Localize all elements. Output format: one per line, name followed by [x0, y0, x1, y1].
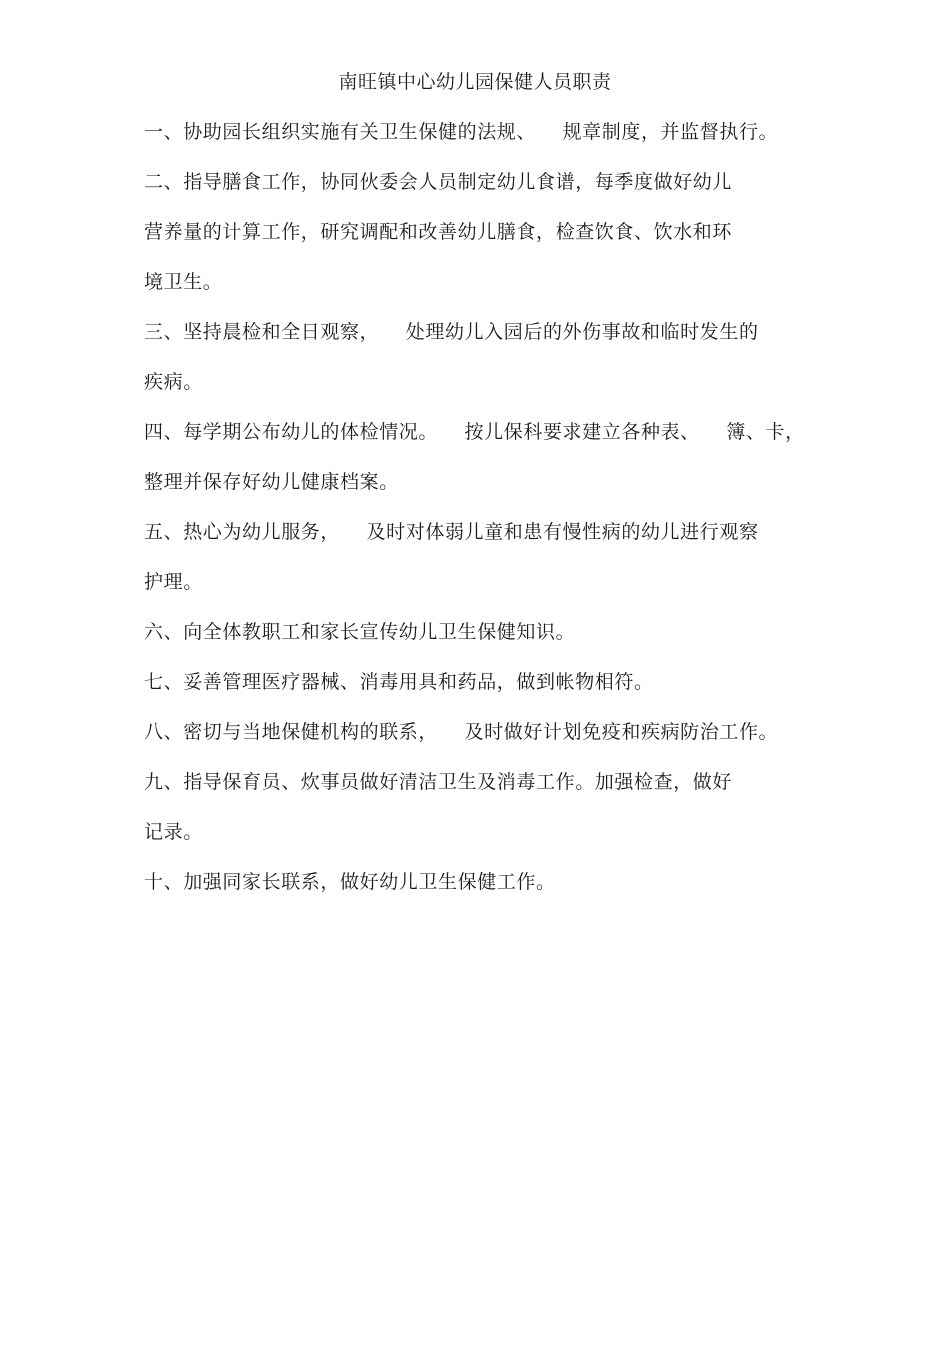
duty-line-8: 八、密切与当地保健机构的联系， 及时做好计划免疫和疾病防治工作。	[144, 721, 779, 743]
duty-line-3-cont: 疾病。	[144, 371, 203, 393]
duty-line-2-cont: 境卫生。	[144, 271, 223, 293]
duty-line-2-cont: 营养量的计算工作，研究调配和改善幼儿膳食，检查饮食、饮水和环	[144, 221, 733, 243]
duty-line-5: 五、热心为幼儿服务， 及时对体弱儿童和患有慢性病的幼儿进行观察	[144, 521, 759, 543]
duty-line-4: 四、每学期公布幼儿的体检情况。 按儿保科要求建立各种表、 簿、卡，	[144, 421, 805, 443]
duty-line-10: 十、加强同家长联系，做好幼儿卫生保健工作。	[144, 871, 556, 893]
duty-line-9-cont: 记录。	[144, 821, 203, 843]
duty-line-4-cont: 整理并保存好幼儿健康档案。	[144, 471, 399, 493]
duty-line-5-cont: 护理。	[144, 571, 203, 593]
duty-line-2: 二、指导膳食工作，协同伙委会人员制定幼儿食谱，每季度做好幼儿	[144, 171, 733, 193]
duty-line-1: 一、协助园长组织实施有关卫生保健的法规、 规章制度，并监督执行。	[144, 121, 779, 143]
duty-line-9: 九、指导保育员、炊事员做好清洁卫生及消毒工作。加强检查，做好	[144, 771, 733, 793]
duty-line-7: 七、妥善管理医疗器械、消毒用具和药品，做到帐物相符。	[144, 671, 654, 693]
duty-line-3: 三、坚持晨检和全日观察， 处理幼儿入园后的外伤事故和临时发生的	[144, 321, 759, 343]
duty-line-6: 六、向全体教职工和家长宣传幼儿卫生保健知识。	[144, 621, 576, 643]
document-title: 南旺镇中心幼儿园保健人员职责	[338, 71, 612, 93]
